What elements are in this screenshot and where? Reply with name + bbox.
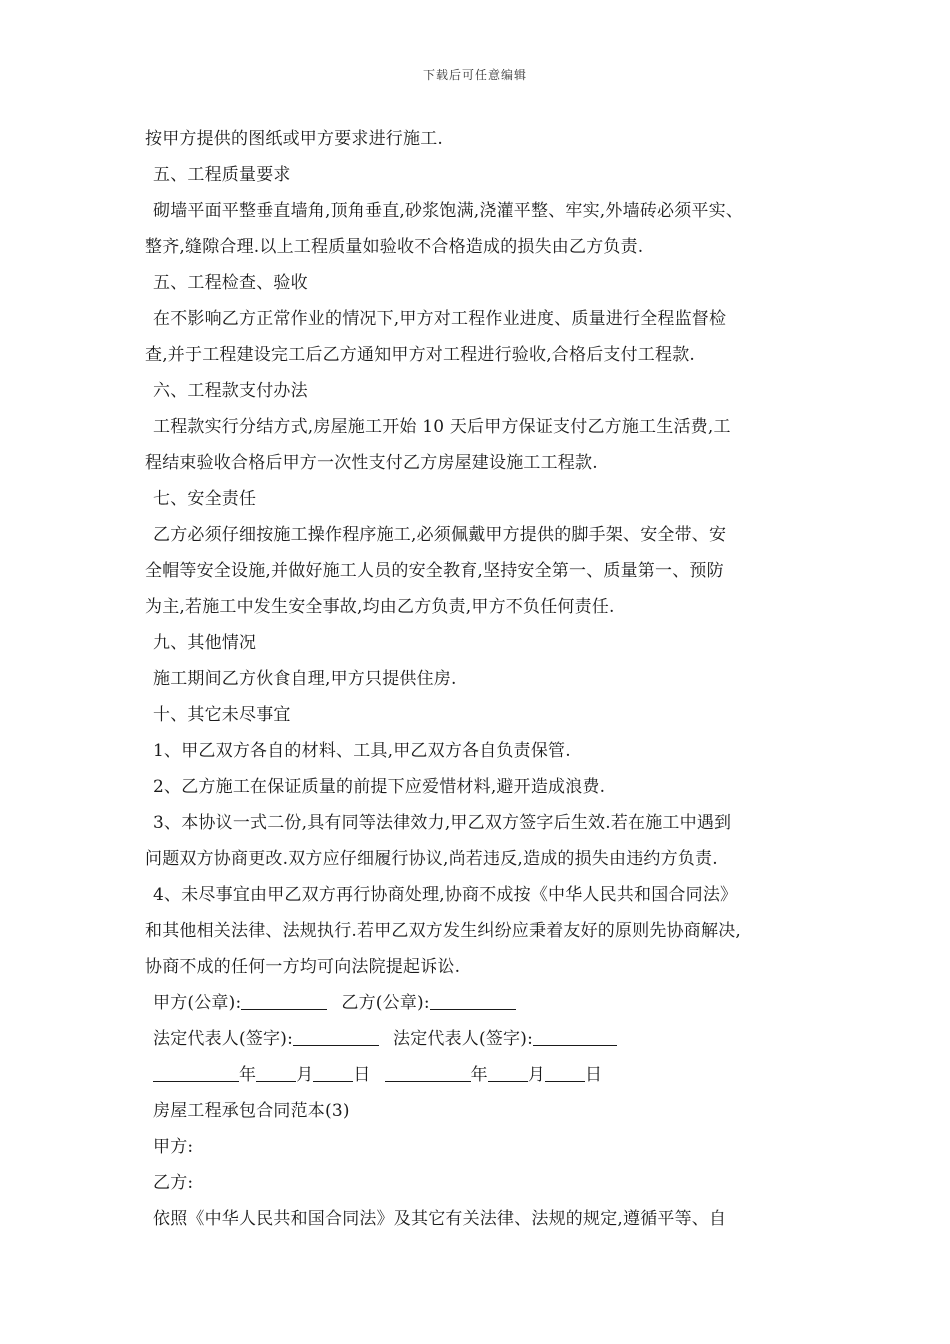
section-heading-payment: 六、工程款支付办法 bbox=[153, 381, 308, 401]
year-b-blank[interactable] bbox=[385, 1061, 471, 1082]
document-body bbox=[145, 121, 813, 1237]
section-heading-inspection: 五、工程检查、验收 bbox=[153, 273, 308, 293]
day-a-blank[interactable] bbox=[313, 1061, 353, 1082]
paragraph-line: 协商不成的任何一方均可向法院提起诉讼. bbox=[145, 957, 461, 977]
paragraph-line: 砌墙平面平整垂直墙角,顶角垂直,砂浆饱满,浇灌平整、牢实,外墙砖必须平实、 bbox=[153, 201, 744, 221]
section-heading-quality: 五、工程质量要求 bbox=[153, 165, 291, 185]
section-heading-safety: 七、安全责任 bbox=[153, 489, 257, 509]
month-b-blank[interactable] bbox=[488, 1061, 528, 1082]
paragraph-line: 问题双方协商更改.双方应仔细履行协议,尚若违反,造成的损失由违约方负责. bbox=[145, 849, 718, 869]
party-b-line: 乙方: bbox=[153, 1173, 194, 1193]
year-label: 年 bbox=[470, 1065, 488, 1085]
list-item: 1、甲乙双方各自的材料、工具,甲乙双方各自负责保管. bbox=[153, 741, 571, 761]
party-a-line: 甲方: bbox=[153, 1137, 194, 1157]
month-label: 月 bbox=[527, 1065, 546, 1085]
party-b-seal-label: 乙方(公章): bbox=[341, 993, 430, 1013]
paragraph-line: 在不影响乙方正常作业的情况下,甲方对工程作业进度、质量进行全程监督检 bbox=[153, 309, 727, 329]
paragraph-line: 工程款实行分结方式,房屋施工开始 10 天后甲方保证支付乙方施工生活费,工 bbox=[153, 417, 731, 437]
date-row bbox=[145, 1057, 813, 1093]
paragraph-line: 整齐,缝隙合理.以上工程质量如验收不合格造成的损失由乙方负责. bbox=[145, 237, 644, 257]
year-a-blank[interactable] bbox=[153, 1061, 239, 1082]
representative-row bbox=[145, 1021, 813, 1057]
seal-row bbox=[145, 985, 813, 1021]
list-item: 4、未尽事宜由甲乙双方再行协商处理,协商不成按《中华人民共和国合同法》 bbox=[153, 885, 738, 905]
paragraph-line: 乙方必须仔细按施工操作程序施工,必须佩戴甲方提供的脚手架、安全带、安 bbox=[153, 525, 727, 545]
page-header: 下载后可任意编辑 bbox=[422, 68, 527, 82]
section-heading-other: 九、其他情况 bbox=[153, 633, 257, 653]
paragraph-line: 施工期间乙方伙食自理,甲方只提供住房. bbox=[153, 669, 457, 689]
party-a-seal-label: 甲方(公章): bbox=[153, 993, 242, 1013]
paragraph-line: 和其他相关法律、法规执行.若甲乙双方发生纠纷应秉着友好的原则先协商解决, bbox=[145, 921, 742, 941]
paragraph-line: 为主,若施工中发生安全事故,均由乙方负责,甲方不负任何责任. bbox=[145, 597, 615, 617]
list-item: 3、本协议一式二份,具有同等法律效力,甲乙双方签字后生效.若在施工中遇到 bbox=[153, 813, 732, 833]
day-b-blank[interactable] bbox=[545, 1061, 585, 1082]
year-label: 年 bbox=[239, 1065, 257, 1085]
paragraph-line: 程结束验收合格后甲方一次性支付乙方房屋建设施工工程款. bbox=[145, 453, 598, 473]
contract-title: 房屋工程承包合同范本(3) bbox=[153, 1101, 350, 1121]
month-label: 月 bbox=[296, 1065, 314, 1085]
paragraph-line: 依照《中华人民共和国合同法》及其它有关法律、法规的规定,遵循平等、自 bbox=[153, 1209, 727, 1229]
day-label: 日 bbox=[585, 1065, 603, 1085]
paragraph-line: 全帽等安全设施,并做好施工人员的安全教育,坚持安全第一、质量第一、预防 bbox=[145, 561, 724, 581]
party-a-seal-blank[interactable] bbox=[241, 989, 327, 1010]
rep-a-blank[interactable] bbox=[293, 1025, 379, 1046]
rep-b-blank[interactable] bbox=[533, 1025, 617, 1046]
section-heading-misc: 十、其它未尽事宜 bbox=[153, 705, 291, 725]
day-label: 日 bbox=[353, 1065, 371, 1085]
paragraph-line: 查,并于工程建设完工后乙方通知甲方对工程进行验收,合格后支付工程款. bbox=[145, 345, 696, 365]
rep-a-label: 法定代表人(签字): bbox=[153, 1029, 293, 1049]
paragraph-line: 按甲方提供的图纸或甲方要求进行施工. bbox=[145, 129, 444, 149]
party-b-seal-blank[interactable] bbox=[430, 989, 516, 1010]
list-item: 2、乙方施工在保证质量的前提下应爱惜材料,避开造成浪费. bbox=[153, 777, 606, 797]
rep-b-label: 法定代表人(签字): bbox=[393, 1029, 533, 1049]
month-a-blank[interactable] bbox=[256, 1061, 296, 1082]
